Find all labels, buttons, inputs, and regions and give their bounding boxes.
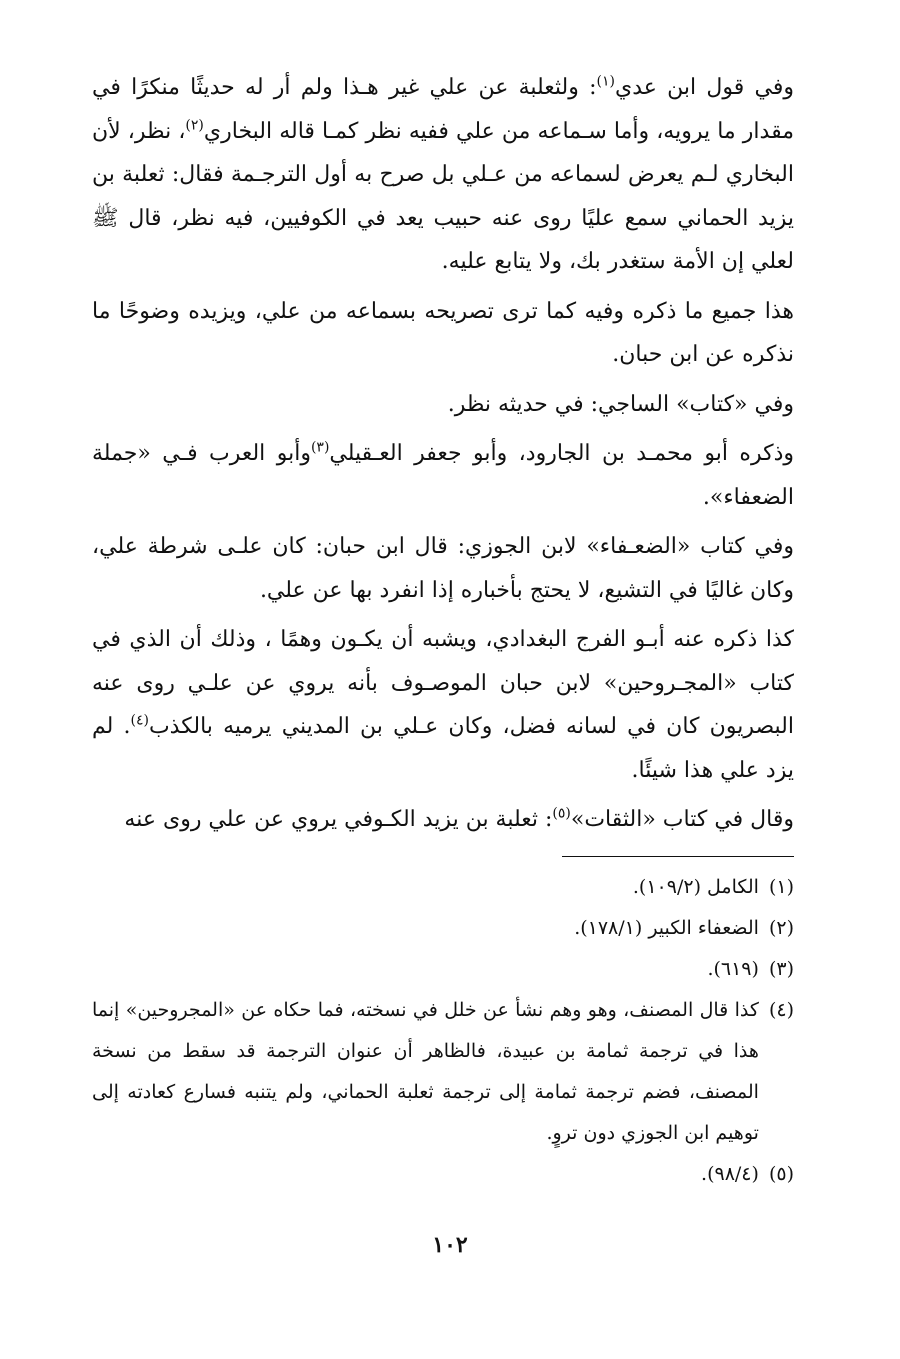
footnote-number: (٣) — [768, 957, 794, 980]
page-number: ١٠٢ — [432, 1232, 468, 1258]
footnote-ref-5[interactable]: (٥) — [552, 805, 571, 822]
paragraph-4: وذكره أبو محمـد بن الجارود، وأبو جعفر العـقيلي$^{(٣)}$وأبو العرب فـي «جملة الضعفاء». — [92, 439, 794, 510]
footnote-ref-4[interactable]: (٤) — [130, 712, 149, 729]
paragraph-7: وقال في كتاب «الثقات»$^{(٥)}$: ثعلبة بن يزيد الكـوفي يروي عن علي روى عنه — [124, 805, 794, 832]
footnote-text: (٦١٩). — [707, 957, 759, 980]
footnote-number: (٢) — [768, 916, 794, 939]
footnote-2 — [92, 908, 794, 949]
main-text — [92, 66, 794, 842]
footnote-ref-2[interactable]: (٢) — [185, 117, 204, 134]
footnote-text: الضعفاء الكبير (١٧٨/١). — [574, 916, 759, 939]
footnote-1 — [92, 867, 794, 908]
footnote-ref-1[interactable]: (١) — [596, 73, 616, 90]
footnote-text: كذا قال المصنف، وهو وهم نشأ عن خلل في نسخته، فما حكاه عن «المجروحين» إنما هذا في ترجمة ثمامة بن عبيدة، فالظاهر أن عنوان الترجمة قد سقط من نسخة المصنف، فضم ترجمة ثمامة إلى ترجمة ثعلبة الحماني، ولم يتنبه فسارع كعادته إلى توهيم ابن الجوزي دون تروٍ. — [92, 998, 759, 1144]
paragraph-5: وفي كتاب «الضعـفاء» لابن الجوزي: قال ابن حبان: كان علـى شرطة علي، وكان غاليًا في التشيع، لا يحتج بأخباره إذا انفرد بها عن علي. — [92, 534, 794, 603]
footnote-ref-3[interactable]: (٣) — [310, 439, 330, 456]
paragraph-2: هذا جميع ما ذكره وفيه كما ترى تصريحه بسماعه من علي، ويزيده وضوحًا ما نذكره عن ابن حبان. — [92, 298, 794, 367]
footnote-divider — [562, 856, 794, 857]
footnotes — [92, 867, 794, 1195]
footnote-5 — [92, 1154, 794, 1195]
footnote-text: الكامل (١٠٩/٢). — [632, 875, 759, 898]
paragraph-1: وفي قول ابن عدي$^{(١)}$: ولثعلبة عن علي غير هـذا ولم أر له حديثًا منكرًا في مقدار ما يرويه، وأما سـماعه من علي ففيه نظر كمـا قاله البخاري$^{(٢)}$، نظر، لأن البخاري لـم يعرض لسماعه من عـلي بل صرح به أول الترجـمة فقال: ثعلبة بن يزيد الحماني سمع عليًا روى عنه حبيب يعد في الكوفيين، فيه نظر، قال ﷺ لعلي إن الأمة ستغدر بك، ولا يتابع عليه. — [92, 73, 794, 274]
footnote-number: (٤) — [768, 998, 794, 1021]
footnote-3 — [92, 949, 794, 990]
footnote-text: (٩٨/٤). — [701, 1162, 759, 1185]
footnote-4 — [92, 990, 794, 1154]
paragraph-6: كذا ذكره عنه أبـو الفرج البغدادي، ويشبه أن يكـون وهمًا ، وذلك أن الذي في كتاب «المجـروحين» لابن حبان الموصـوف بأنه يروي عن علـي روى عنه البصريون كان في لسانه فضل، وكان عـلي بن المديني يرميه بالكذب$^{(٤)}$. لم يزد علي هذا شيئًا. — [92, 627, 794, 783]
paragraph-3: وفي «كتاب» الساجي: في حديثه نظر. — [447, 391, 794, 417]
footnote-number: (١) — [768, 875, 794, 898]
footnote-number: (٥) — [768, 1162, 794, 1185]
